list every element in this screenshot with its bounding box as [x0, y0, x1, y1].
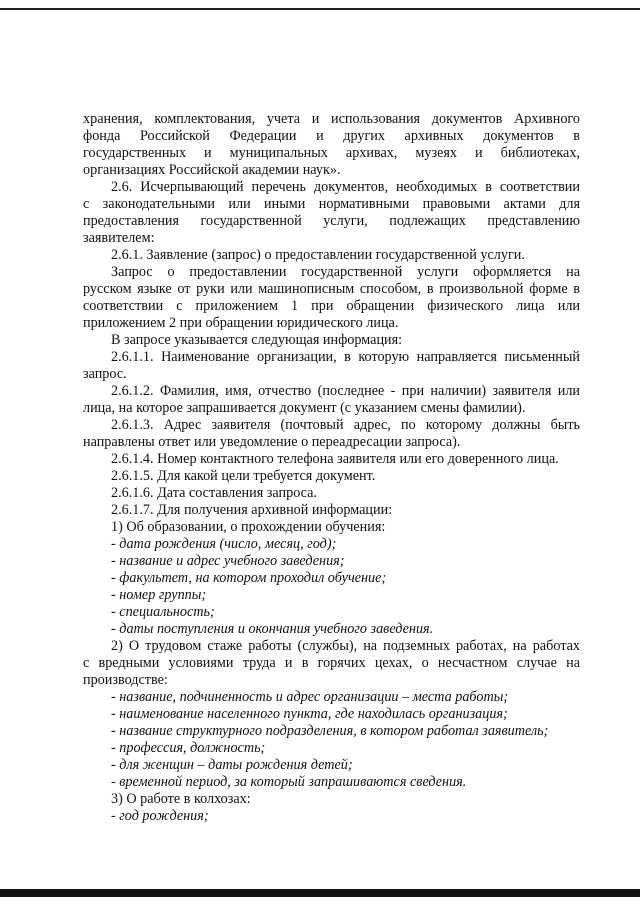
list-item: - название и адрес учебного заведения;: [111, 553, 345, 569]
text-line: запрос.: [83, 366, 127, 382]
paragraph-2-6-1-2: 2.6.1.2. Фамилия, имя, отчество (последнее - при наличии) заявителя или: [111, 383, 580, 399]
list-item: - дата рождения (число, месяц, год);: [111, 536, 337, 552]
document-body: [83, 111, 580, 825]
list-item: - временной период, за который запрашиваются сведения.: [111, 774, 467, 790]
text-line: приложением 2 при обращении юридического лица.: [83, 315, 399, 331]
text-line: В запросе указывается следующая информация:: [111, 332, 403, 348]
text-line: соответствии с приложением 1 при обращении физического лица или: [83, 298, 580, 314]
scan-bottom-border: [0, 889, 640, 897]
list-item: - название структурного подразделения, в котором работал заявитель;: [111, 723, 549, 739]
text-line: заявителем:: [83, 230, 155, 246]
text-line: лица, на которое запрашивается документ (с указанием смены фамилии).: [83, 400, 526, 416]
text-line: Запрос о предоставлении государственной услуги оформляется на: [111, 264, 580, 280]
text-line: с вредными условиями труда и в горячих цехах, о несчастном случае на: [83, 655, 580, 671]
list-item: - номер группы;: [111, 587, 207, 603]
list-item: - даты поступления и окончания учебного заведения.: [111, 621, 434, 637]
scan-top-border: [0, 8, 640, 10]
text-line: предоставления государственной услуги, подлежащих представлению: [83, 213, 580, 229]
list-item: - год рождения;: [111, 808, 209, 824]
text-line: государственных и муниципальных архивах, музеях и библиотеках,: [83, 145, 580, 161]
list-item: - название, подчиненность и адрес организации – места работы;: [111, 689, 509, 705]
text-line: русском языке от руки или машинописным способом, в произвольной форме в: [83, 281, 580, 297]
text-line: хранения, комплектования, учета и использования документов Архивного: [83, 111, 580, 127]
paragraph-2-6-1-5: 2.6.1.5. Для какой цели требуется документ.: [111, 468, 376, 484]
list-item: - специальность;: [111, 604, 215, 620]
list-item: - профессия, должность;: [111, 740, 266, 756]
list-heading-kolkhoz: 3) О работе в колхозах:: [111, 791, 251, 807]
list-heading-education: 1) Об образовании, о прохождении обучения:: [111, 519, 386, 535]
paragraph-2-6-1-4: 2.6.1.4. Номер контактного телефона заявителя или его доверенного лица.: [111, 451, 559, 467]
text-line: фонда Российской Федерации и других архивных документов в: [83, 128, 580, 144]
paragraph-2-6-1-1: 2.6.1.1. Наименование организации, в которую направляется письменный: [111, 349, 580, 365]
text-line: производстве:: [83, 672, 168, 688]
text-line: с законодательными или иными нормативными правовыми актами для: [83, 196, 580, 212]
paragraph-2-6: 2.6. Исчерпывающий перечень документов, необходимых в соответствии: [111, 179, 580, 195]
list-item: - факультет, на котором проходил обучение;: [111, 570, 387, 586]
list-heading-work: 2) О трудовом стаже работы (службы), на подземных работах, на работах: [111, 638, 580, 654]
list-item: - для женщин – даты рождения детей;: [111, 757, 353, 773]
text-line: направлены ответ или уведомление о переадресации запроса).: [83, 434, 461, 450]
paragraph-2-6-1-7: 2.6.1.7. Для получения архивной информации:: [111, 502, 393, 518]
paragraph-2-6-1-3: 2.6.1.3. Адрес заявителя (почтовый адрес, по которому должны быть: [111, 417, 580, 433]
list-item: - наименование населенного пункта, где находилась организация;: [111, 706, 508, 722]
paragraph-2-6-1: 2.6.1. Заявление (запрос) о предоставлении государственной услуги.: [111, 247, 525, 263]
paragraph-2-6-1-6: 2.6.1.6. Дата составления запроса.: [111, 485, 317, 501]
text-line: организациях Российской академии наук».: [83, 162, 341, 178]
